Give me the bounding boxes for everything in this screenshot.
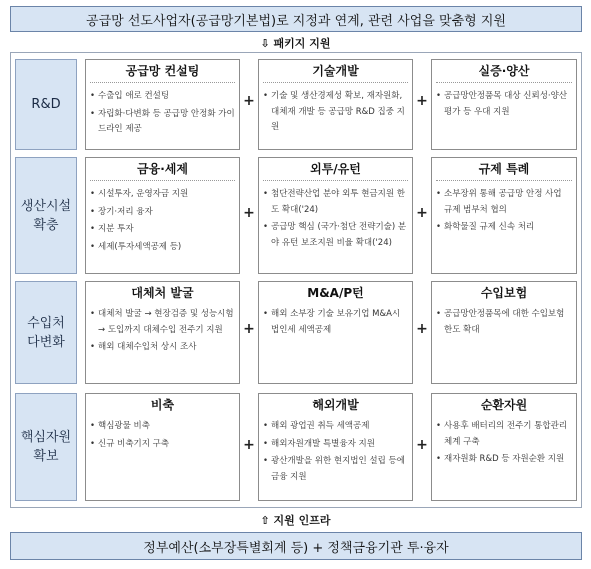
box-title: 규제 특례 [436,161,572,181]
list-item: • 재자원화 R&D 등 자원순환 지원 [436,452,572,468]
list-item: • 자립화·다변화 등 공급망 안정화 가이드라인 제공 [90,107,235,138]
list-item: • 광산개발을 위한 현지법인 설립 등에 금융 지원 [263,454,408,485]
plus-sign: + [243,437,255,453]
box-title: 수입보험 [480,286,528,300]
plus-sign: + [416,321,428,337]
support-infra-label: ⇧ 지원 인프라 [260,514,331,527]
list-item: • 해외 소부장 기술 보유기업 M&A시 법인세 세액공제 [263,307,408,338]
box-title: M&A/P턴 [307,286,364,300]
category-label: 수입처 다변화 [15,281,77,384]
plus-sign: + [243,93,255,109]
list-item: • 해외자원개발 특별융자 지원 [263,437,408,453]
list-item: • 대체처 발굴 → 현장검증 및 성능시험 → 도입까지 대체수입 전주기 지원 [90,307,235,338]
list-item: • 사용후 배터리의 전주기 통합관리체계 구축 [436,419,572,450]
box-title: 대체처 발굴 [131,286,194,300]
list-item: • 지분 투자 [90,222,235,238]
category-label: 생산시설 확충 [15,157,77,274]
plus-sign: + [416,93,428,109]
box-regulatory-exemption [431,157,577,274]
bottom-banner-text: 정부예산(소부장특별회계 등) + 정책금융기관 투·융자 [143,540,449,556]
list-item: • 소부장위 통해 공급망 안정 사업 규제 범부처 협의 [436,187,572,218]
top-banner [10,6,582,32]
list-item: • 핵심광물 비축 [90,419,235,435]
box-finance-tax [85,157,240,274]
list-item: • 공급망안정품목에 대한 수입보험 한도 확대 [436,307,572,338]
support-matrix [10,52,582,508]
box-import-insurance [431,281,577,384]
plus-sign: + [243,205,255,221]
category-label: R&D [15,59,77,150]
package-support-label: ⇩ 패키지 지원 [260,37,331,50]
box-title: 금융·세제 [90,161,235,181]
box-title: 비축 [150,398,175,412]
box-foreign-investment-reshoring [258,157,413,274]
box-title: 순환자원 [480,398,528,412]
box-supply-chain-consulting [85,59,240,150]
box-title: 기술개발 [263,63,408,83]
plus-sign: + [243,321,255,337]
row-rnd [15,59,577,150]
plus-sign: + [416,205,428,221]
list-item: • 첨단전략산업 분야 외투 현금지원 한도 확대('24) [263,187,408,218]
box-title: 외투/유턴 [263,161,408,181]
row-import-diversification [15,281,577,384]
list-item: • 해외 대체수입처 상시 조사 [90,340,235,356]
box-title: 해외개발 [312,398,359,412]
row-production-facilities [15,157,577,274]
row-core-resources [15,393,577,501]
list-item: • 기술 및 생산경제성 확보, 재자원화, 대체재 개발 등 공급망 R&D 집중 지원 [263,89,408,136]
list-item: • 공급망 핵심 (국가·첨단 전략기술) 분야 유턴 보조지원 비율 확대('24) [263,220,408,251]
box-demo-mass-production [431,59,577,150]
plus-sign: + [416,437,428,453]
list-item: • 장기·저리 융자 [90,205,235,221]
box-title: 공급망 컨설팅 [90,63,235,83]
box-ma-reshoring [258,281,413,384]
box-circular-resources [431,393,577,501]
list-item: • 공급망안정품목 대상 신뢰성·양산평가 등 우대 지원 [436,89,572,120]
box-title: 실증·양산 [436,63,572,83]
top-banner-text: 공급망 선도사업자(공급망기본법)로 지정과 연계, 관련 사업을 맞춤형 지원 [86,13,506,29]
list-item: • 세제(투자세액공제 등) [90,240,235,256]
list-item: • 수출입 애로 컨설팅 [90,89,235,105]
category-label: 핵심자원 확보 [15,393,77,501]
box-tech-development [258,59,413,150]
list-item: • 시설투자, 운영자금 지원 [90,187,235,203]
list-item: • 신규 비축기지 구축 [90,437,235,453]
list-item: • 해외 광업권 취득 세액공제 [263,419,408,435]
box-overseas-development [258,393,413,501]
bottom-banner [10,532,582,560]
list-item: • 화학물질 규제 신속 처리 [436,220,572,236]
box-stockpiling [85,393,240,501]
box-alternative-source [85,281,240,384]
